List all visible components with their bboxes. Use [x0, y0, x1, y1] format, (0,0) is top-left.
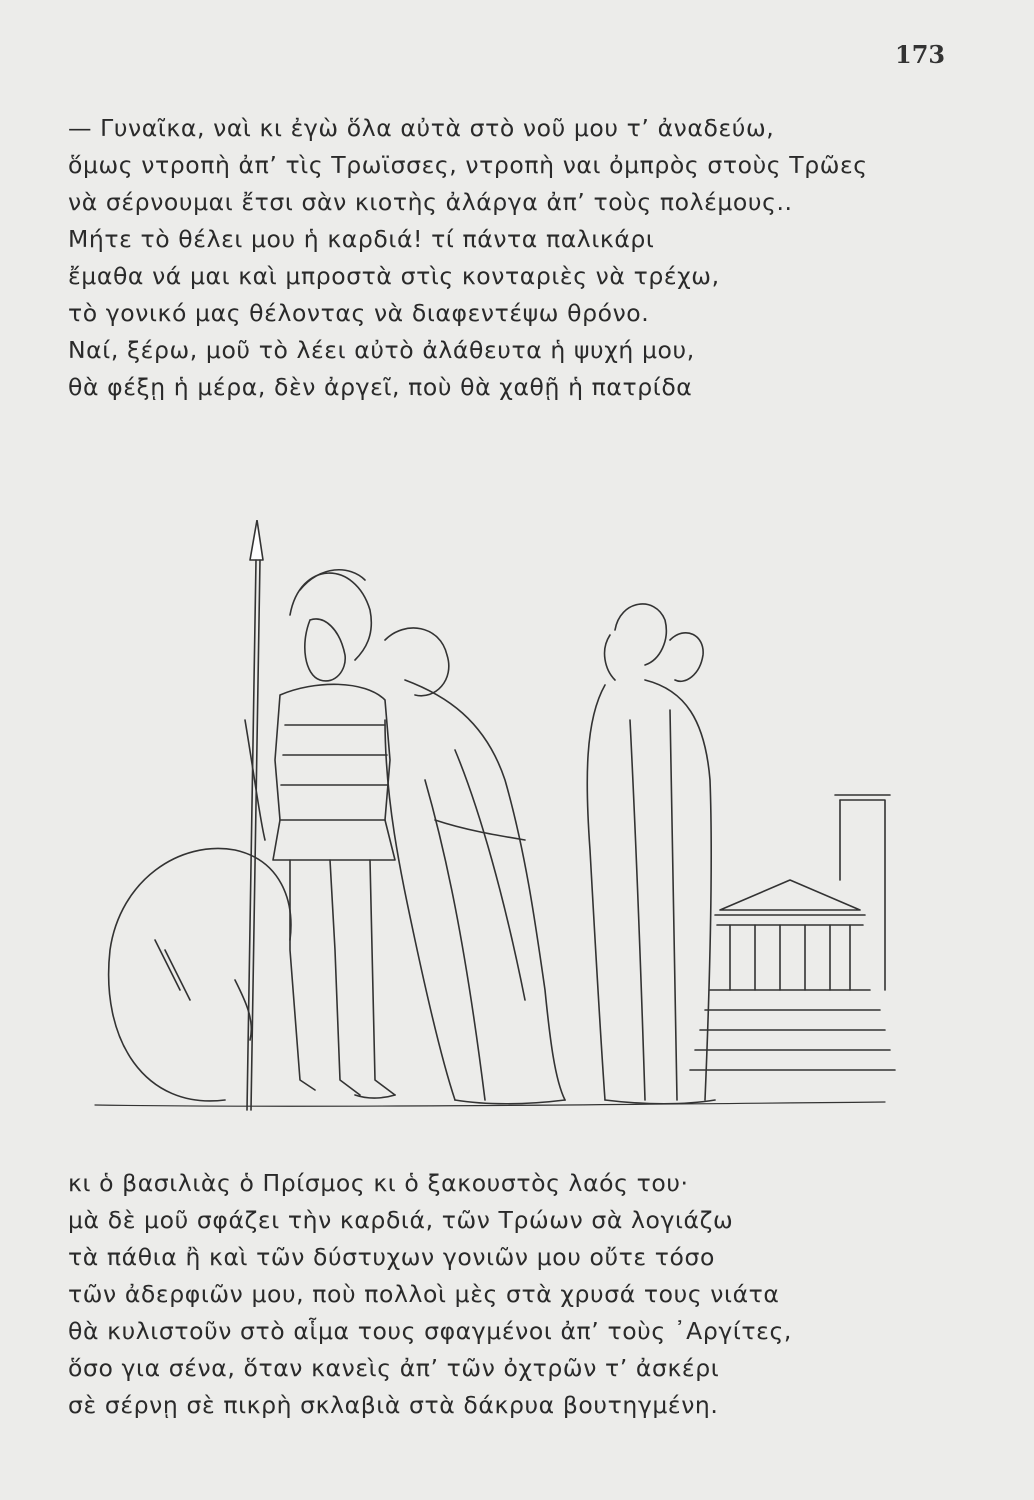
- verse-line: ὅσο για σένα, ὅταν κανεὶς ἀπ’ τῶν ὀχτρῶν τ’ ἀσκέρι: [68, 1354, 720, 1382]
- shield-drawing: [109, 848, 291, 1100]
- poem-stanza-bottom: [68, 1165, 792, 1424]
- verse-line: Ναί, ξέρω, μοῦ τὸ λέει αὐτὸ ἀλάθευτα ἡ ψυχή μου,: [68, 336, 695, 364]
- verse-line: ἔμαθα νά μαι καὶ μπροστὰ στὶς κονταριὲς νὰ τρέχω,: [68, 262, 720, 290]
- verse-line: τῶν ἀδερφιῶν μου, ποὺ πολλοὶ μὲς στὰ χρυσά τους νιάτα: [68, 1280, 780, 1308]
- verse-line: τὰ πάθια ἢ καὶ τῶν δύστυχων γονιῶν μου οὔτε τόσο: [68, 1243, 715, 1271]
- verse-line: θὰ φέξῃ ἡ μέρα, δὲν ἀργεῖ, ποὺ θὰ χαθῇ ἡ πατρίδα: [68, 373, 693, 401]
- verse-line: μὰ δὲ μοῦ σφάζει τὴν καρδιά, τῶν Τρώων σὰ λογιάζω: [68, 1206, 734, 1234]
- woman-drawing: [385, 628, 565, 1104]
- warrior-drawing: [245, 570, 395, 1098]
- classical-line-illustration: [85, 520, 915, 1130]
- poem-stanza-top: [68, 110, 868, 406]
- verse-line: νὰ σέρνουμαι ἔτσι σὰν κιοτὴς ἀλάργα ἀπ’ τοὺς πολέμους..: [68, 188, 793, 216]
- verse-line: σὲ σέρνῃ σὲ πικρὴ σκλαβιὰ στὰ δάκρυα βουτηγμένη.: [68, 1391, 719, 1419]
- verse-line: ὅμως ντροπὴ ἀπ’ τὶς Τρωϊσσες, ντροπὴ ναι ὀμπρὸς στοὺς Τρῶες: [68, 151, 868, 179]
- mother-with-child-drawing: [587, 604, 715, 1104]
- temple-drawing: [690, 795, 895, 1070]
- verse-line: κι ὁ βασιλιὰς ὁ Πρίσμος κι ὁ ξακουστὸς λαός του·: [68, 1169, 689, 1197]
- verse-line: Μήτε τὸ θέλει μου ἡ καρδιά! τί πάντα παλικάρι: [68, 225, 655, 253]
- page-number: 173: [895, 40, 946, 69]
- verse-line: θὰ κυλιστοῦν στὸ αἷμα τους σφαγμένοι ἀπ’ τοὺς ᾿Αργίτες,: [68, 1317, 792, 1345]
- verse-line: — Γυναῖκα, ναὶ κι ἐγὼ ὅλα αὐτὰ στὸ νοῦ μου τ’ ἀναδεύω,: [68, 114, 775, 142]
- verse-line: τὸ γονικό μας θέλοντας νὰ διαφεντέψω θρόνο.: [68, 299, 650, 327]
